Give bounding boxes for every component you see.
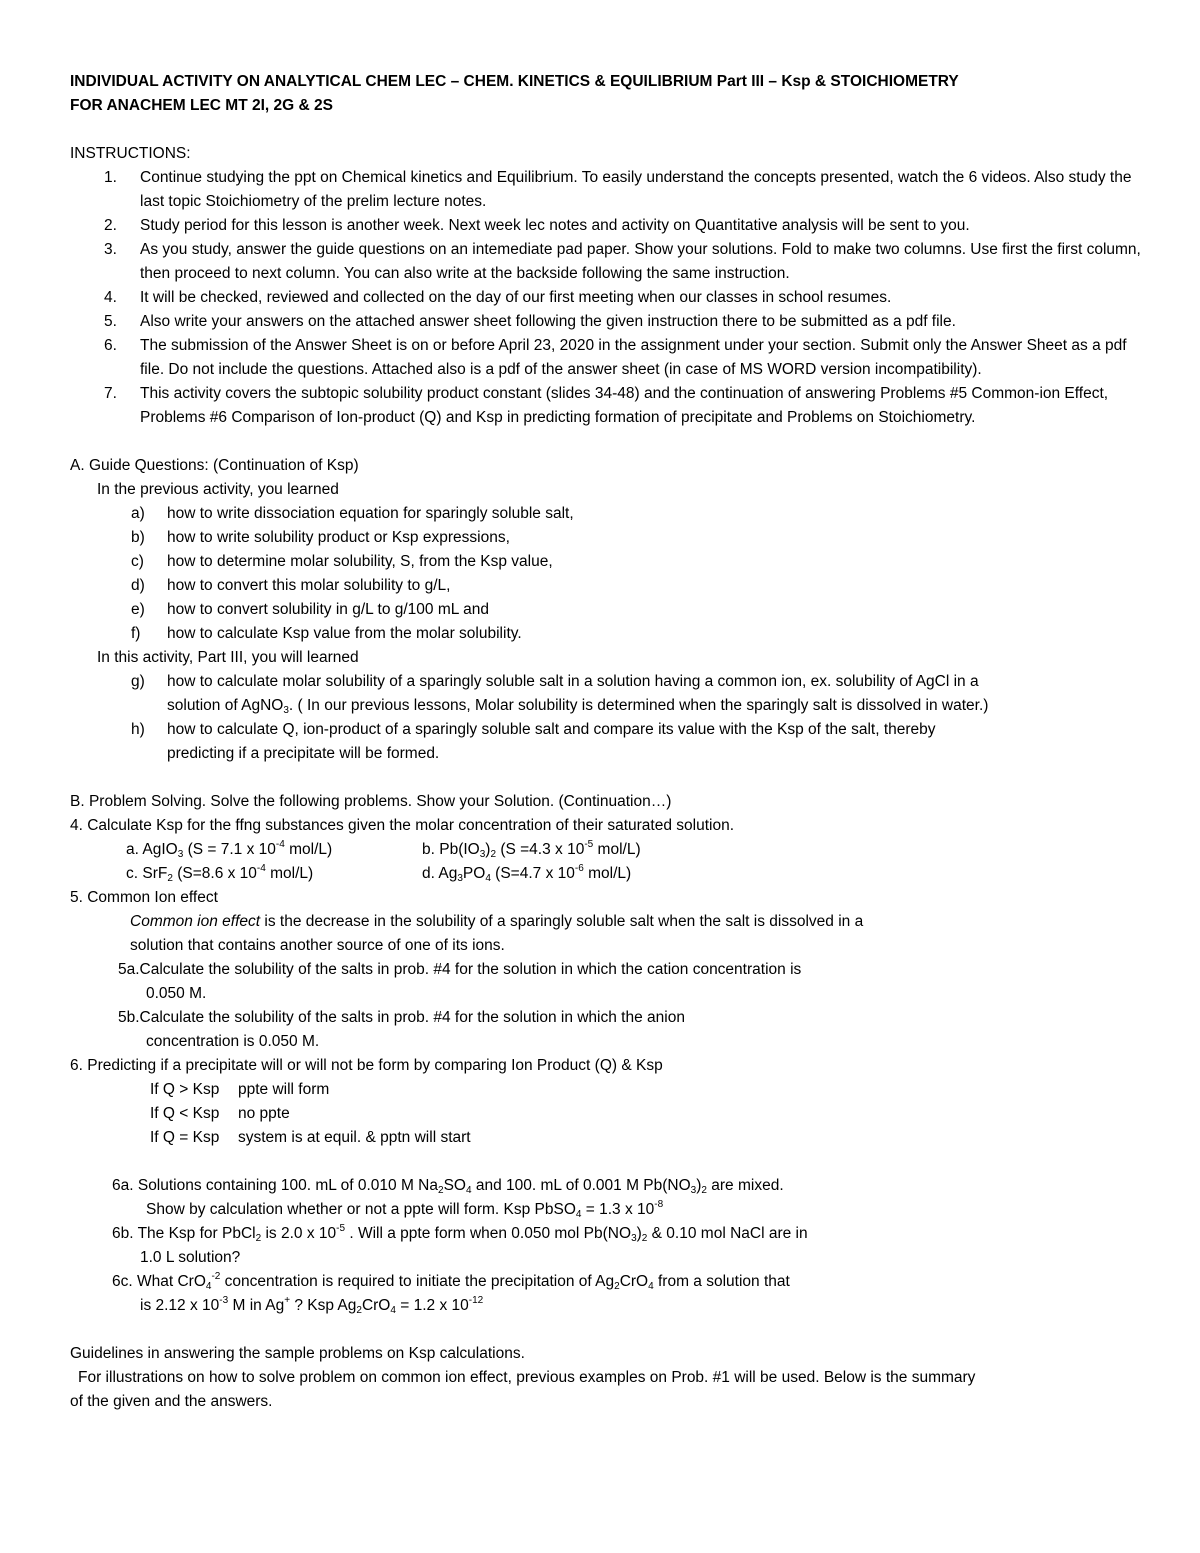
superscript: -6 xyxy=(574,863,584,874)
learned-item xyxy=(70,622,1150,646)
section-b-heading: B. Problem Solving. Solve the following problems. Show your Solution. (Continuation…) xyxy=(70,793,672,810)
text-part: ) xyxy=(696,1177,702,1194)
item-number: 2. xyxy=(104,217,117,234)
subscript: 4 xyxy=(485,873,491,884)
term: Common ion effect xyxy=(130,913,261,930)
text-part: b. Pb(IO xyxy=(422,841,480,858)
superscript: -12 xyxy=(468,1295,484,1306)
item-text: Study period for this lesson is another week. Next week lec notes and activity on Quantitative analysis will be sent to you. xyxy=(140,217,970,234)
problem-6a xyxy=(70,1174,1150,1198)
problem-5a: 5a.Calculate the solubility of the salts in prob. #4 for the solution in which the cation concentration is xyxy=(118,961,802,978)
text-part: mol/L) xyxy=(265,865,314,882)
subscript: 3 xyxy=(631,1233,637,1244)
problem-4d xyxy=(422,862,631,886)
text-part: mol/L) xyxy=(583,865,632,882)
item-number: 6. xyxy=(104,337,117,354)
problem-5-heading: 5. Common Ion effect xyxy=(70,889,218,906)
item-letter: a) xyxy=(131,505,145,522)
learned-item xyxy=(70,502,1150,526)
section-a-heading: A. Guide Questions: (Continuation of Ksp) xyxy=(70,457,359,474)
instruction-item xyxy=(70,238,1150,286)
item-text: Also write your answers on the attached answer sheet following the given instruction there to be submitted as a pdf file. xyxy=(140,313,956,330)
text-part: 6c. What CrO xyxy=(112,1273,206,1290)
instructions-heading: INSTRUCTIONS: xyxy=(70,145,191,162)
guidelines-text-continuation: of the given and the answers. xyxy=(70,1393,273,1410)
learned-item xyxy=(70,550,1150,574)
learned-item-continuation: predicting if a precipitate will be formed. xyxy=(167,745,440,762)
text-part: ? Ksp Ag xyxy=(290,1297,357,1314)
learned-item xyxy=(70,598,1150,622)
text-part: mol/L) xyxy=(593,841,641,858)
document-page xyxy=(70,70,1150,1414)
subscript: 2 xyxy=(701,1185,707,1196)
text-part: (S=4.7 x 10 xyxy=(490,865,575,882)
item-number: 5. xyxy=(104,313,117,330)
problem-6b xyxy=(70,1222,1150,1246)
rule-condition: If Q < Ksp xyxy=(150,1105,220,1122)
subscript: 3 xyxy=(177,849,184,860)
text-part: 6b. The Ksp for PbCl xyxy=(112,1225,256,1242)
subscript: 2 xyxy=(438,1185,444,1196)
item-text: It will be checked, reviewed and collected on the day of our first meeting when our classes in school resumes. xyxy=(140,289,892,306)
text-part: Show by calculation whether or not a ppte will form. Ksp PbSO xyxy=(146,1201,576,1218)
problem-4c xyxy=(70,862,422,886)
subscript: 2 xyxy=(356,1305,362,1316)
item-letter: c) xyxy=(131,553,144,570)
text-part: (S =4.3 x 10 xyxy=(496,841,585,858)
item-text: how to write solubility product or Ksp expressions, xyxy=(167,529,510,546)
guidelines-text: For illustrations on how to solve problem on common ion effect, previous examples on Prob. #1 will be used. Below is the summary xyxy=(78,1369,976,1386)
subscript: 4 xyxy=(648,1281,654,1292)
subscript: 3 xyxy=(457,873,463,884)
instruction-item xyxy=(70,334,1150,382)
subscript: 2 xyxy=(614,1281,620,1292)
text-part: concentration is required to initiate the precipitation of Ag xyxy=(220,1273,615,1290)
text-part: is 2.0 x 10 xyxy=(261,1225,337,1242)
common-ion-definition xyxy=(70,910,1150,934)
learned-item xyxy=(70,718,1150,742)
item-text: how to calculate Ksp value from the molar solubility. xyxy=(167,625,522,642)
text-part: ) xyxy=(636,1225,642,1242)
instructions-list xyxy=(70,166,1150,430)
problem-5b-continuation: concentration is 0.050 M. xyxy=(146,1033,320,1050)
item-text: This activity covers the subtopic solubility product constant (slides 34-48) and the continuation of answering Problems #5 Common-ion Effect, Problems #6 Comparison of Ion-product (Q) and Ksp in predicting formation of precipitate and Problems on Stoichiometry. xyxy=(140,385,1109,426)
rule-row xyxy=(70,1126,1150,1150)
text-part: d. Ag xyxy=(422,865,458,882)
text-part: SO xyxy=(443,1177,466,1194)
item-text: how to convert this molar solubility to g/L, xyxy=(167,577,451,594)
item-letter: d) xyxy=(131,577,145,594)
instruction-item xyxy=(70,166,1150,214)
guidelines-heading: Guidelines in answering the sample problems on Ksp calculations. xyxy=(70,1345,525,1362)
item-text: how to calculate Q, ion-product of a sparingly soluble salt and compare its value with the Ksp of the salt, thereby xyxy=(167,721,936,738)
superscript: -8 xyxy=(654,1199,664,1210)
text-part: is the decrease in the solubility of a sparingly soluble salt when the salt is dissolved in a xyxy=(260,913,864,930)
item-text: how to determine molar solubility, S, from the Ksp value, xyxy=(167,553,553,570)
learned-item xyxy=(70,670,1150,694)
problem-4-row xyxy=(70,862,1150,886)
superscript: -5 xyxy=(584,839,594,850)
learned-item-continuation xyxy=(70,694,1150,718)
item-number: 4. xyxy=(104,289,117,306)
text-part: CrO xyxy=(619,1273,649,1290)
learned-item xyxy=(70,526,1150,550)
text-part: is 2.12 x 10 xyxy=(140,1297,220,1314)
text-part: c. SrF xyxy=(126,865,168,882)
problem-6b-continuation: 1.0 L solution? xyxy=(140,1249,241,1266)
common-ion-definition-continuation: solution that contains another source of one of its ions. xyxy=(130,937,505,954)
item-text: As you study, answer the guide questions on an intemediate pad paper. Show your solutions. Fold to make two columns. Use first the first column, then proceed to next column. You can also write at the backside following the same instruction. xyxy=(140,241,1141,282)
item-number: 3. xyxy=(104,241,117,258)
text-part: and 100. mL of 0.001 M Pb(NO xyxy=(471,1177,691,1194)
problem-6-heading: 6. Predicting if a precipitate will or will not be form by comparing Ion Product (Q) & Ksp xyxy=(70,1057,663,1074)
item-number: 1. xyxy=(104,169,117,186)
this-activity-intro: In this activity, Part III, you will learned xyxy=(97,649,359,666)
subscript: 3 xyxy=(479,849,486,860)
item-text: how to convert solubility in g/L to g/100 mL and xyxy=(167,601,489,618)
text-part: PO xyxy=(462,865,486,882)
text-part: from a solution that xyxy=(653,1273,790,1290)
problem-4a xyxy=(70,838,422,862)
instruction-item xyxy=(70,286,1150,310)
text-part: are mixed. xyxy=(706,1177,784,1194)
subscript: 3 xyxy=(690,1185,697,1196)
item-text: Continue studying the ppt on Chemical kinetics and Equilibrium. To easily understand the concepts presented, watch the 6 videos. Also study the last topic Stoichiometry of the prelim lecture notes. xyxy=(140,169,1132,210)
text-part: M in Ag xyxy=(228,1297,285,1314)
rule-result: no ppte xyxy=(238,1105,290,1122)
instruction-item xyxy=(70,382,1150,430)
text-part: solution of AgNO xyxy=(167,697,284,714)
subscript: 3 xyxy=(283,705,289,716)
subscript: 2 xyxy=(255,1233,262,1244)
item-text: The submission of the Answer Sheet is on or before April 23, 2020 in the assignment under your section. Submit only the Answer Sheet as a pdf file. Do not include the questions. Attached also is a pdf of the answer sheet (in case of MS WORD version incompatibility). xyxy=(140,337,1127,378)
text-part: (S=8.6 x 10 xyxy=(172,865,257,882)
superscript: -2 xyxy=(211,1271,221,1282)
item-letter: e) xyxy=(131,601,145,618)
problem-6c-continuation xyxy=(70,1294,1150,1318)
document-title: INDIVIDUAL ACTIVITY ON ANALYTICAL CHEM LEC – CHEM. KINETICS & EQUILIBRIUM Part III – Ksp & STOICHIOMETRY xyxy=(70,73,959,90)
item-letter: f) xyxy=(131,625,141,642)
text-part: . Will a ppte form when 0.050 mol Pb(NO xyxy=(345,1225,632,1242)
subscript: 2 xyxy=(490,849,497,860)
rule-result: ppte will form xyxy=(238,1081,330,1098)
learned-item xyxy=(70,574,1150,598)
problem-6a-continuation xyxy=(70,1198,1150,1222)
superscript: -3 xyxy=(219,1295,229,1306)
subscript: 4 xyxy=(205,1281,212,1292)
problem-4b xyxy=(422,838,641,862)
text-part: CrO xyxy=(361,1297,391,1314)
superscript: -4 xyxy=(256,863,266,874)
subscript: 4 xyxy=(575,1209,582,1220)
text-part: = 1.2 x 10 xyxy=(395,1297,469,1314)
text-part: ) xyxy=(485,841,491,858)
subscript: 2 xyxy=(641,1233,648,1244)
problem-5a-continuation: 0.050 M. xyxy=(146,985,207,1002)
superscript: -5 xyxy=(336,1223,346,1234)
superscript: + xyxy=(284,1295,291,1306)
text-part: = 1.3 x 10 xyxy=(581,1201,655,1218)
item-letter: g) xyxy=(131,673,145,690)
problem-5b: 5b.Calculate the solubility of the salts in prob. #4 for the solution in which the anion xyxy=(118,1009,685,1026)
rule-condition: If Q > Ksp xyxy=(150,1081,220,1098)
text-part: a. AgIO xyxy=(126,841,178,858)
document-subtitle: FOR ANACHEM LEC MT 2I, 2G & 2S xyxy=(70,97,333,114)
item-text: how to write dissociation equation for sparingly soluble salt, xyxy=(167,505,574,522)
rule-row xyxy=(70,1102,1150,1126)
subscript: 2 xyxy=(167,873,173,884)
text-part: 6a. Solutions containing 100. mL of 0.010 M Na xyxy=(112,1177,438,1194)
previous-learned-intro: In the previous activity, you learned xyxy=(97,481,339,498)
instruction-item xyxy=(70,310,1150,334)
text-part: & 0.10 mol NaCl are in xyxy=(647,1225,808,1242)
instruction-item xyxy=(70,214,1150,238)
rule-condition: If Q = Ksp xyxy=(150,1129,220,1146)
item-letter: h) xyxy=(131,721,145,738)
superscript: -4 xyxy=(275,839,285,850)
problem-4-row xyxy=(70,838,1150,862)
rule-row xyxy=(70,1078,1150,1102)
text-part: . ( In our previous lessons, Molar solubility is determined when the sparingly salt is dissolved in water.) xyxy=(288,697,989,714)
item-letter: b) xyxy=(131,529,145,546)
rule-result: system is at equil. & pptn will start xyxy=(238,1129,471,1146)
subscript: 4 xyxy=(390,1305,396,1316)
text-part: mol/L) xyxy=(284,841,333,858)
problem-4-heading: 4. Calculate Ksp for the ffng substances given the molar concentration of their saturated solution. xyxy=(70,817,735,834)
subscript: 4 xyxy=(465,1185,472,1196)
item-text: how to calculate molar solubility of a sparingly soluble salt in a solution having a common ion, ex. solubility of AgCl in a xyxy=(167,673,979,690)
text-part: (S = 7.1 x 10 xyxy=(183,841,276,858)
item-number: 7. xyxy=(104,385,117,402)
problem-6c xyxy=(70,1270,1150,1294)
